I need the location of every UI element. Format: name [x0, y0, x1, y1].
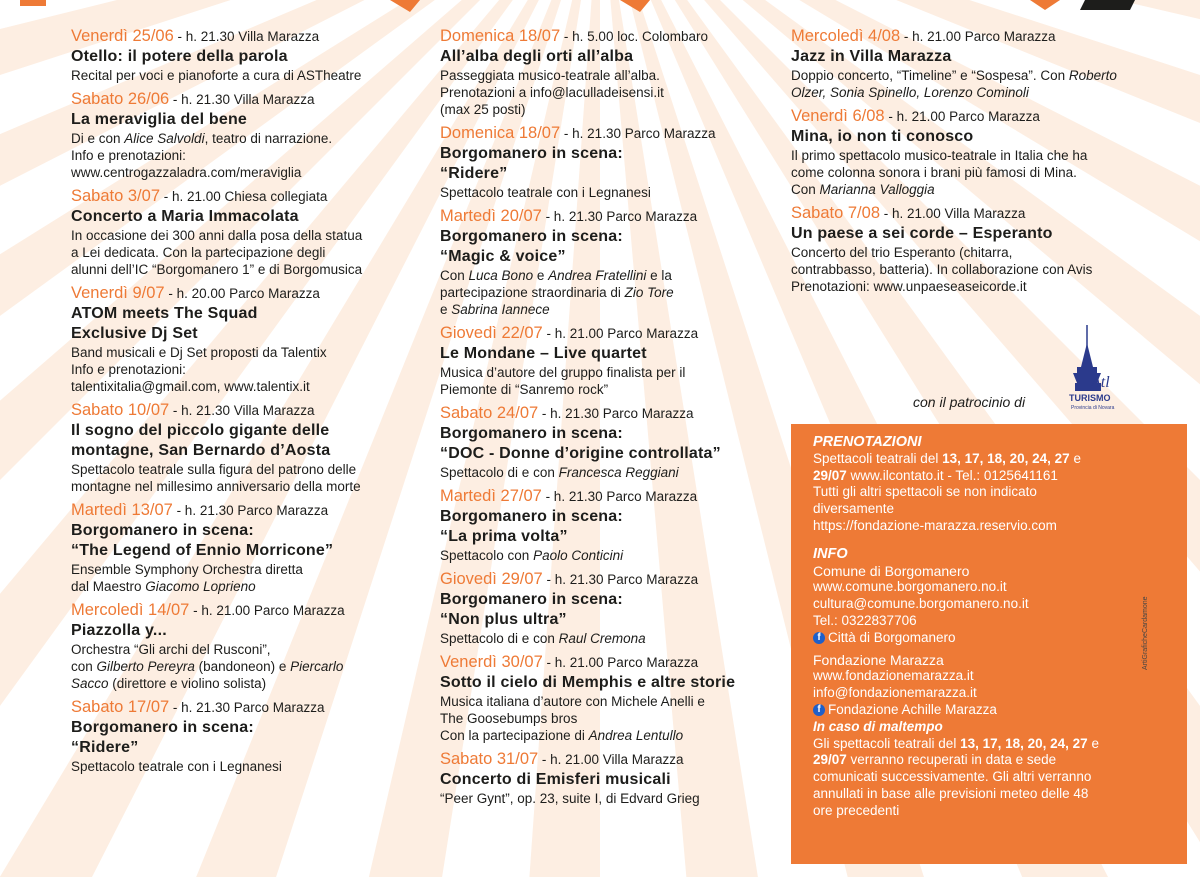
header-logo-fragment — [0, 0, 1200, 14]
event-title: Borgomanero in scena: — [440, 508, 623, 525]
event-day: Domenica 18/07 — [440, 27, 561, 45]
event-day: Sabato 3/07 — [71, 187, 160, 205]
event-day: Venerdì 6/08 — [791, 107, 885, 125]
event-date — [791, 106, 1186, 127]
event-description: montagne nel millesimo anniversario della morte — [71, 479, 361, 494]
fondazione-text — [813, 668, 1175, 702]
event-description: Spettacolo teatrale con i Legnanesi — [71, 759, 282, 774]
event-time-place: - h. 21.30 Parco Marazza — [172, 503, 329, 518]
event-time-place: - h. 20.00 Parco Marazza — [164, 286, 320, 301]
event-item — [71, 697, 421, 775]
event-title: “DOC - Donne d’origine controllata” — [440, 445, 721, 462]
event-day: Venerdì 30/07 — [440, 653, 543, 671]
maltempo-line: ore precedenti — [813, 802, 900, 818]
event-date — [440, 569, 785, 590]
comune-text — [813, 579, 1175, 629]
event-item — [440, 26, 785, 118]
fondazione-line: info@fondazionemarazza.it — [813, 685, 977, 701]
event-item — [71, 89, 421, 181]
event-description: In occasione dei 300 anni dalla posa della statua — [71, 228, 363, 243]
info-heading: INFO — [813, 545, 848, 562]
event-time-place: - h. 21.00 Villa Marazza — [880, 206, 1026, 221]
event-time-place: - h. 21.30 Parco Marazza — [541, 489, 698, 504]
event-description: Sacco (direttore e violino solista) — [71, 676, 267, 691]
event-time-place: - h. 21.30 Parco Marazza — [560, 126, 716, 141]
event-description: dal Maestro Giacomo Loprieno — [71, 579, 256, 594]
patronage-label: con il patrocinio di — [913, 394, 1026, 410]
event-day: Sabato 10/07 — [71, 401, 170, 419]
event-date — [440, 652, 785, 673]
printer-credit: ArtiGraficheCardamone — [1142, 596, 1149, 670]
event-title: “Non plus ultra” — [440, 611, 567, 628]
logo-name: TURISMO — [1069, 393, 1111, 403]
event-day: Martedì 13/07 — [71, 501, 173, 519]
comune-line: www.comune.borgomanero.no.it — [813, 579, 1007, 595]
event-day: Venerdì 9/07 — [71, 284, 165, 302]
event-day: Venerdì 25/06 — [71, 27, 174, 45]
event-description: Doppio concerto, “Timeline” e “Sospesa”. Con Roberto — [791, 68, 1117, 83]
event-day: Giovedì 22/07 — [440, 324, 543, 342]
event-description: Piemonte di “Sanremo rock” — [440, 382, 609, 397]
event-time-place: - h. 21.30 Parco Marazza — [538, 406, 694, 421]
event-item — [440, 652, 785, 744]
maltempo-line: annullati in base alle previsioni meteo delle 48 — [813, 785, 1089, 801]
event-date — [440, 403, 785, 424]
event-date — [440, 486, 785, 507]
facebook-icon: f — [813, 632, 825, 644]
prenotazioni-line: https://fondazione-marazza.reservio.com — [813, 517, 1057, 533]
maltempo-heading: In caso di maltempo — [813, 718, 943, 734]
event-description: talentixitalia@gmail.com, www.talentix.it — [71, 379, 310, 394]
fondazione-heading: Fondazione Marazza — [813, 651, 944, 668]
comune-line: Tel.: 0322837706 — [813, 612, 917, 628]
event-description: Di e con Alice Salvoldi, teatro di narrazione. — [71, 131, 333, 146]
event-time-place: - h. 21.00 Chiesa collegiata — [160, 189, 328, 204]
event-day: Martedì 20/07 — [440, 207, 542, 225]
event-item — [71, 26, 421, 84]
event-title: Exclusive Dj Set — [71, 325, 198, 342]
event-description: partecipazione straordinaria di Zio Tore — [440, 285, 674, 300]
prenotazioni-line: Spettacoli teatrali del 13, 17, 18, 20, 24, 27 e — [813, 450, 1081, 466]
event-title: “Ridere” — [440, 165, 508, 182]
event-date — [440, 206, 785, 227]
event-day: Domenica 18/07 — [440, 124, 561, 142]
event-title: ATOM meets The Squad — [71, 305, 258, 322]
event-item — [440, 323, 785, 398]
event-description: con Gilberto Pereyra (bandoneon) e Piercarlo — [71, 659, 344, 674]
event-item — [791, 26, 1186, 101]
event-item — [440, 206, 785, 318]
event-description: Il primo spettacolo musico-teatrale in Italia che ha — [791, 148, 1088, 163]
event-date — [71, 697, 421, 718]
event-time-place: - h. 21.30 Parco Marazza — [169, 700, 325, 715]
events-column-2 — [440, 26, 785, 812]
event-item — [71, 500, 421, 595]
event-title: Borgomanero in scena: — [440, 145, 623, 162]
event-description: The Goosebumps bros — [440, 711, 578, 726]
event-date — [71, 600, 421, 621]
event-item — [71, 283, 421, 395]
event-date — [71, 186, 421, 207]
event-time-place: - h. 21.00 Parco Marazza — [900, 29, 1056, 44]
event-description: Prenotazioni: www.unpaeseaseicorde.it — [791, 279, 1027, 294]
event-title: Borgomanero in scena: — [440, 591, 623, 608]
event-title: Mina, io non ti conosco — [791, 128, 974, 145]
facebook-icon: f — [813, 704, 825, 716]
maltempo-line: 29/07 verranno recuperati in data e sede — [813, 752, 1057, 768]
event-description: e Sabrina Iannece — [440, 302, 550, 317]
event-description: Musica italiana d’autore con Michele Anelli e — [440, 694, 705, 709]
event-description: Spettacolo con Paolo Conticini — [440, 548, 624, 563]
event-item — [440, 749, 785, 807]
event-description: (max 25 posti) — [440, 102, 526, 117]
event-description: Musica d’autore del gruppo finalista per il — [440, 365, 686, 380]
comune-line: cultura@comune.borgomanero.no.it — [813, 596, 1029, 612]
event-day: Martedì 27/07 — [440, 487, 542, 505]
comune-heading: Comune di Borgomanero — [813, 562, 970, 579]
event-description: alunni dell’IC “Borgomanero 1” e di Borgomusica — [71, 262, 363, 277]
event-day: Sabato 26/06 — [71, 90, 170, 108]
event-description: Spettacolo di e con Francesca Reggiani — [440, 465, 679, 480]
event-date — [71, 400, 421, 421]
event-date — [440, 749, 785, 770]
event-date — [71, 500, 421, 521]
event-date — [71, 26, 421, 47]
maltempo-text — [813, 736, 1175, 820]
event-title: La meraviglia del bene — [71, 111, 248, 128]
event-description: contrabbasso, batteria). In collaborazione con Avis — [791, 262, 1093, 277]
event-description: a Lei dedicata. Con la partecipazione degli — [71, 245, 326, 260]
maltempo-line: Gli spettacoli teatrali del 13, 17, 18, 20, 24, 27 e — [813, 735, 1099, 751]
event-title: All’alba degli orti all’alba — [440, 48, 634, 65]
event-description: Spettacolo teatrale sulla figura del patrono delle — [71, 462, 357, 477]
event-title: montagne, San Bernardo d’Aosta — [71, 442, 331, 459]
event-description: come colonna sonora i brani più famosi di Mina. — [791, 165, 1077, 180]
prenotazioni-heading: PRENOTAZIONI — [813, 434, 922, 450]
event-title: Borgomanero in scena: — [440, 228, 623, 245]
event-title: Piazzolla y... — [71, 622, 167, 639]
event-title: Borgomanero in scena: — [71, 719, 254, 736]
event-description: www.centrogazzaladra.com/meraviglia — [71, 165, 302, 180]
event-item — [791, 203, 1186, 295]
event-time-place: - h. 21.00 Parco Marazza — [189, 603, 345, 618]
event-time-place: - h. 21.30 Parco Marazza — [541, 209, 698, 224]
event-item — [71, 186, 421, 278]
prenotazioni-line: Tutti gli altri spettacoli se non indicato — [813, 484, 1037, 500]
event-title: Le Mondane – Live quartet — [440, 345, 647, 362]
atl-turismo-logo — [1067, 325, 1123, 415]
event-title: Un paese a sei corde – Esperanto — [791, 225, 1053, 242]
events-column-1 — [71, 26, 421, 780]
event-day: Mercoledì 14/07 — [71, 601, 190, 619]
event-title: “Magic & voice” — [440, 248, 566, 265]
event-description: Orchestra “Gli archi del Rusconi”, — [71, 642, 271, 657]
prenotazioni-line: 29/07 www.ilcontato.it - Tel.: 0125641161 — [813, 467, 1058, 483]
logo-sub: Provincia di Novara — [1071, 405, 1115, 411]
event-day: Mercoledì 4/08 — [791, 27, 901, 45]
event-description: Con la partecipazione di Andrea Lentullo — [440, 728, 684, 743]
event-title: Borgomanero in scena: — [71, 522, 254, 539]
event-description: Olzer, Sonia Spinello, Lorenzo Cominoli — [791, 85, 1029, 100]
event-date — [71, 283, 421, 304]
event-title: Otello: il potere della parola — [71, 48, 288, 65]
event-description: “Peer Gynt”, op. 23, suite I, di Edvard Grieg — [440, 791, 700, 806]
fondazione-line: www.fondazionemarazza.it — [813, 668, 974, 684]
event-description: Concerto del trio Esperanto (chitarra, — [791, 245, 1013, 260]
event-title: “Ridere” — [71, 739, 139, 756]
event-date — [440, 323, 785, 344]
event-time-place: - h. 21.00 Villa Marazza — [538, 752, 684, 767]
event-description: Spettacolo teatrale con i Legnanesi — [440, 185, 651, 200]
event-date — [791, 203, 1186, 224]
event-date — [71, 89, 421, 110]
event-day: Sabato 17/07 — [71, 698, 170, 716]
event-date — [791, 26, 1186, 47]
event-item — [440, 569, 785, 647]
fondazione-facebook-link[interactable]: Fondazione Achille Marazza — [828, 701, 997, 717]
event-description: Passeggiata musico-teatrale all’alba. — [440, 68, 660, 83]
event-title: “La prima volta” — [440, 528, 568, 545]
event-description: Band musicali e Dj Set proposti da Talentix — [71, 345, 327, 360]
event-date — [440, 123, 785, 144]
event-title: “The Legend of Ennio Morricone” — [71, 542, 334, 559]
event-description: Ensemble Symphony Orchestra diretta — [71, 562, 303, 577]
event-description: Spettacolo di e con Raul Cremona — [440, 631, 646, 646]
event-title: Concerto a Maria Immacolata — [71, 208, 299, 225]
event-description: Recital per voci e pianoforte a cura di ASTheatre — [71, 68, 362, 83]
event-item — [71, 400, 421, 495]
event-description: Info e prenotazioni: — [71, 362, 186, 377]
event-time-place: - h. 21.00 Parco Marazza — [542, 655, 699, 670]
maltempo-line: comunicati successivamente. Gli altri verranno — [813, 769, 1092, 785]
event-item — [71, 600, 421, 692]
event-time-place: - h. 21.00 Parco Marazza — [884, 109, 1040, 124]
event-item — [440, 486, 785, 564]
event-day: Sabato 24/07 — [440, 404, 539, 422]
event-title: Borgomanero in scena: — [440, 425, 623, 442]
event-time-place: - h. 21.30 Parco Marazza — [542, 572, 699, 587]
event-description: Con Marianna Valloggia — [791, 182, 935, 197]
event-date — [440, 26, 785, 47]
event-time-place: - h. 21.30 Villa Marazza — [173, 29, 320, 44]
logo-mark: Atl — [1091, 374, 1110, 391]
mole-antonelliana-icon — [1067, 325, 1123, 415]
event-title: Sotto il cielo di Memphis e altre storie — [440, 674, 736, 691]
info-box — [791, 424, 1187, 864]
event-time-place: - h. 21.30 Villa Marazza — [169, 403, 315, 418]
event-title: Concerto di Emisferi musicali — [440, 771, 671, 788]
event-item — [791, 106, 1186, 198]
event-day: Giovedì 29/07 — [440, 570, 543, 588]
event-time-place: - h. 21.00 Parco Marazza — [542, 326, 699, 341]
event-description: Info e prenotazioni: — [71, 148, 186, 163]
event-item — [440, 403, 785, 481]
comune-facebook-link[interactable]: Città di Borgomanero — [828, 629, 956, 645]
event-description: Prenotazioni a info@laculladeisensi.it — [440, 85, 664, 100]
events-column-3 — [791, 26, 1186, 300]
event-title: Jazz in Villa Marazza — [791, 48, 952, 65]
event-description: Con Luca Bono e Andrea Fratellini e la — [440, 268, 672, 283]
prenotazioni-line: diversamente — [813, 501, 895, 517]
event-title: Il sogno del piccolo gigante delle — [71, 422, 330, 439]
event-day: Sabato 31/07 — [440, 750, 539, 768]
event-time-place: - h. 5.00 loc. Colombaro — [560, 29, 708, 44]
event-item — [440, 123, 785, 201]
event-day: Sabato 7/08 — [791, 204, 880, 222]
prenotazioni-text — [813, 451, 1175, 535]
event-time-place: - h. 21.30 Villa Marazza — [169, 92, 315, 107]
